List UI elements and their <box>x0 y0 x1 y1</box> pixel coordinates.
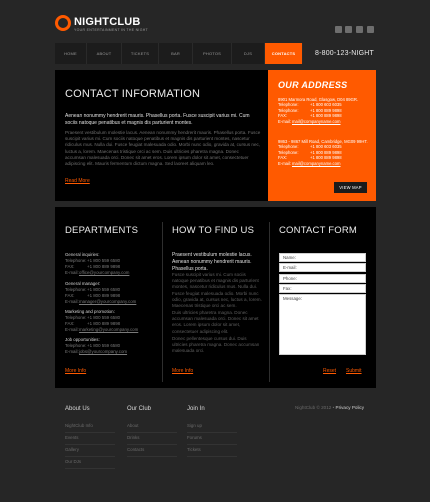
nav-item-bar[interactable]: BAR <box>159 43 193 64</box>
nav-item-tickets[interactable]: TICKETS <box>122 43 159 64</box>
department-label: Telephone: <box>65 286 87 292</box>
department-label: FAX: <box>65 320 75 326</box>
address-block-glasgow <box>278 97 368 124</box>
footer-link[interactable]: Our DJs <box>65 457 115 469</box>
department-label: FAX: <box>65 292 75 298</box>
contact-info-body: Praesent vestibulum molestie lacus. Aenean nonummy hendrerit mauris. Phasellus porta. Fusce suscipit varius mi. Cum sociis natoque penatibus et magnis dis parturient montes, nascetur ridiculus mus. Nulla dui. Fusce feugiat malesuada odio. Morbi nunc odio, gravida at, cursus nec, luctus a, lorem. Maecenas tristique orci ac sem. Duis ultricies pharetra magna. Donec accumsan malesuada orci. Donec sit amet eros. Lorem ipsum dolor sit amet, consectetuer adipiscing elit. Mauris fermentum dictum magna. Sed laoreet aliquam leo. <box>65 130 261 166</box>
privacy-policy-link[interactable]: Privacy Policy <box>335 405 365 410</box>
address-telephone: +1 800 603 6035 <box>310 102 342 108</box>
myspace-icon[interactable] <box>345 26 352 33</box>
department-block <box>65 252 160 276</box>
address-label: Telephone: <box>278 107 299 113</box>
department-fax: +1 800 889 9898 <box>87 263 121 269</box>
twitter-icon[interactable] <box>356 26 363 33</box>
address-telephone: +1 800 889 9898 <box>310 107 342 113</box>
department-phone: +1 800 559 6580 <box>87 342 121 348</box>
phone-field[interactable]: Phone: <box>279 274 366 283</box>
department-head: General inquiries: <box>65 252 100 257</box>
address-email-link[interactable]: mail@companyname.com <box>292 118 341 124</box>
footer-link[interactable]: Forums <box>187 433 237 445</box>
find-us-more-info-link[interactable]: More Info <box>172 368 194 374</box>
nav-item-djs[interactable]: DJS <box>232 43 265 64</box>
department-label: Telephone: <box>65 342 87 348</box>
department-head: General manager: <box>65 281 101 286</box>
find-us-paragraph: Fusce suscipit varius mi. Cum sociis natoque penatibus et magnis dis parturient montes, nascetur ridiculus mus. Nulla dui. Fusce feugiat malesuada odio. Morbi nunc odio, gravida at, cursus nec, luctus a, lorem. Maecenas tristique orci ac sem. <box>172 272 262 308</box>
view-map-button[interactable]: VIEW MAP <box>334 182 367 193</box>
department-phone: +1 800 559 6580 <box>87 286 121 292</box>
rss-icon[interactable] <box>367 26 374 33</box>
find-us-paragraph: Duis ultricies pharetra magna. Donec accumsan malesuada orci. Donec sit amet eros. Lorem ipsum dolor sit amet, consectetuer adipiscing elit. <box>172 310 259 334</box>
submit-button[interactable]: Submit <box>346 368 362 374</box>
logo-text[interactable]: NIGHTCLUB <box>74 16 141 28</box>
department-block <box>65 281 160 305</box>
address-block-cambridge <box>278 139 368 166</box>
department-label: FAX: <box>65 263 75 269</box>
tagline: YOUR ENTERTAINMENT IN THE NIGHT <box>74 28 148 32</box>
department-phone: +1 800 559 6580 <box>87 257 121 263</box>
department-label: E-mail: <box>65 298 79 304</box>
footer-about-list <box>65 421 115 469</box>
find-us-paragraph: Donec pellentesque cursus dui. Duis ultricies pharetra magna. Donec accumsan malesuada orci. <box>172 336 260 354</box>
address-telephone: +1 800 889 9898 <box>310 149 342 155</box>
copyright-text: NightClub © 2012 • <box>295 405 335 410</box>
footer-link[interactable]: Events <box>65 433 115 445</box>
nav-item-photos[interactable]: PHOTOS <box>193 43 232 64</box>
footer-link[interactable]: Tickets <box>187 445 237 457</box>
address-fax: +1 800 889 9898 <box>310 113 342 119</box>
footer-about-title: About Us <box>65 406 90 412</box>
nav-item-home[interactable]: HOME <box>55 43 87 64</box>
read-more-link[interactable]: Read More <box>65 178 90 184</box>
find-us-title: HOW TO FIND US <box>172 225 255 236</box>
footer-link[interactable]: About <box>127 421 177 433</box>
departments-title: DEPARTMENTS <box>65 225 139 236</box>
department-label: E-mail: <box>65 269 79 275</box>
message-field[interactable]: Message: <box>279 294 366 355</box>
nightclub-logo-icon[interactable] <box>55 15 71 31</box>
footer-join-title: Join In <box>187 406 205 412</box>
department-email-link[interactable]: marketing@yourcompany.com <box>79 326 139 332</box>
address-label: Telephone: <box>278 149 299 155</box>
address-street: 8901 Marmora Road, Glasgow, D04 89GR. <box>278 97 359 102</box>
reset-button[interactable]: Reset <box>323 368 337 374</box>
department-head: Marketing and promotion: <box>65 309 115 314</box>
address-label: Telephone: <box>278 102 299 108</box>
footer-club-title: Our Club <box>127 406 152 412</box>
department-email-link[interactable]: office@yourcompany.com <box>79 269 130 275</box>
footer-link[interactable]: Gallery <box>65 445 115 457</box>
address-label: E-mail: <box>278 118 292 124</box>
address-label: FAX: <box>278 113 288 119</box>
fax-field[interactable]: Fax: <box>279 284 366 293</box>
department-block <box>65 337 160 355</box>
column-divider <box>162 222 163 382</box>
address-label: E-mail: <box>278 160 292 166</box>
address-email-link[interactable]: mail@companyname.com <box>292 160 341 166</box>
footer-club-list <box>127 421 177 457</box>
contact-form-title: CONTACT FORM <box>279 225 358 236</box>
department-fax: +1 800 889 9898 <box>87 292 121 298</box>
footer-link[interactable]: NightClub Info <box>65 421 115 433</box>
name-field[interactable]: Name: <box>279 253 366 262</box>
department-label: Telephone: <box>65 314 87 320</box>
department-label: E-mail: <box>65 326 79 332</box>
facebook-icon[interactable] <box>335 26 342 33</box>
department-email-link[interactable]: jobs@yourcompany.com <box>79 348 128 354</box>
address-fax: +1 800 889 9898 <box>310 155 342 161</box>
nav-item-contacts[interactable]: CONTACTS <box>265 43 303 64</box>
department-email-link[interactable]: manager@yourcompany.com <box>79 298 137 304</box>
department-label: Telephone: <box>65 257 87 263</box>
footer-link[interactable]: Contacts <box>127 445 177 457</box>
department-block <box>65 309 160 333</box>
address-telephone: +1 800 603 6035 <box>310 144 342 150</box>
address-label: Telephone: <box>278 144 299 150</box>
find-us-lead: Praesent vestibulum molestie lacus. Aenean nonummy hendrerit mauris. Phasellus porta. <box>172 252 252 272</box>
main-nav <box>55 43 303 64</box>
departments-more-info-link[interactable]: More Info <box>65 368 87 374</box>
footer-link[interactable]: Sign up <box>187 421 237 433</box>
email-field[interactable]: E-mail: <box>279 263 366 272</box>
department-fax: +1 800 889 9898 <box>87 320 121 326</box>
copyright <box>295 405 364 411</box>
nav-item-about[interactable]: ABOUT <box>87 43 122 64</box>
footer-join-list <box>187 421 237 457</box>
department-label: E-mail: <box>65 348 79 354</box>
department-head: Job opportunities: <box>65 337 100 342</box>
contact-info-lead: Aenean nonummy hendrerit mauris. Phasellus porta. Fusce suscipit varius mi. Cum sociis natoque penatibus et magnis dis parturient montes. <box>65 113 250 126</box>
header-phone: 8-800-123-NIGHT <box>315 50 375 57</box>
address-street: 9863 - 9867 Mill Road, Cambridge, MG09 99HT. <box>278 139 368 144</box>
department-phone: +1 800 559 6580 <box>87 314 121 320</box>
column-divider <box>269 222 270 382</box>
contact-info-title: CONTACT INFORMATION <box>65 88 201 100</box>
address-label: FAX: <box>278 155 288 161</box>
footer-link[interactable]: Drinks <box>127 433 177 445</box>
address-title: OUR ADDRESS <box>278 80 348 90</box>
